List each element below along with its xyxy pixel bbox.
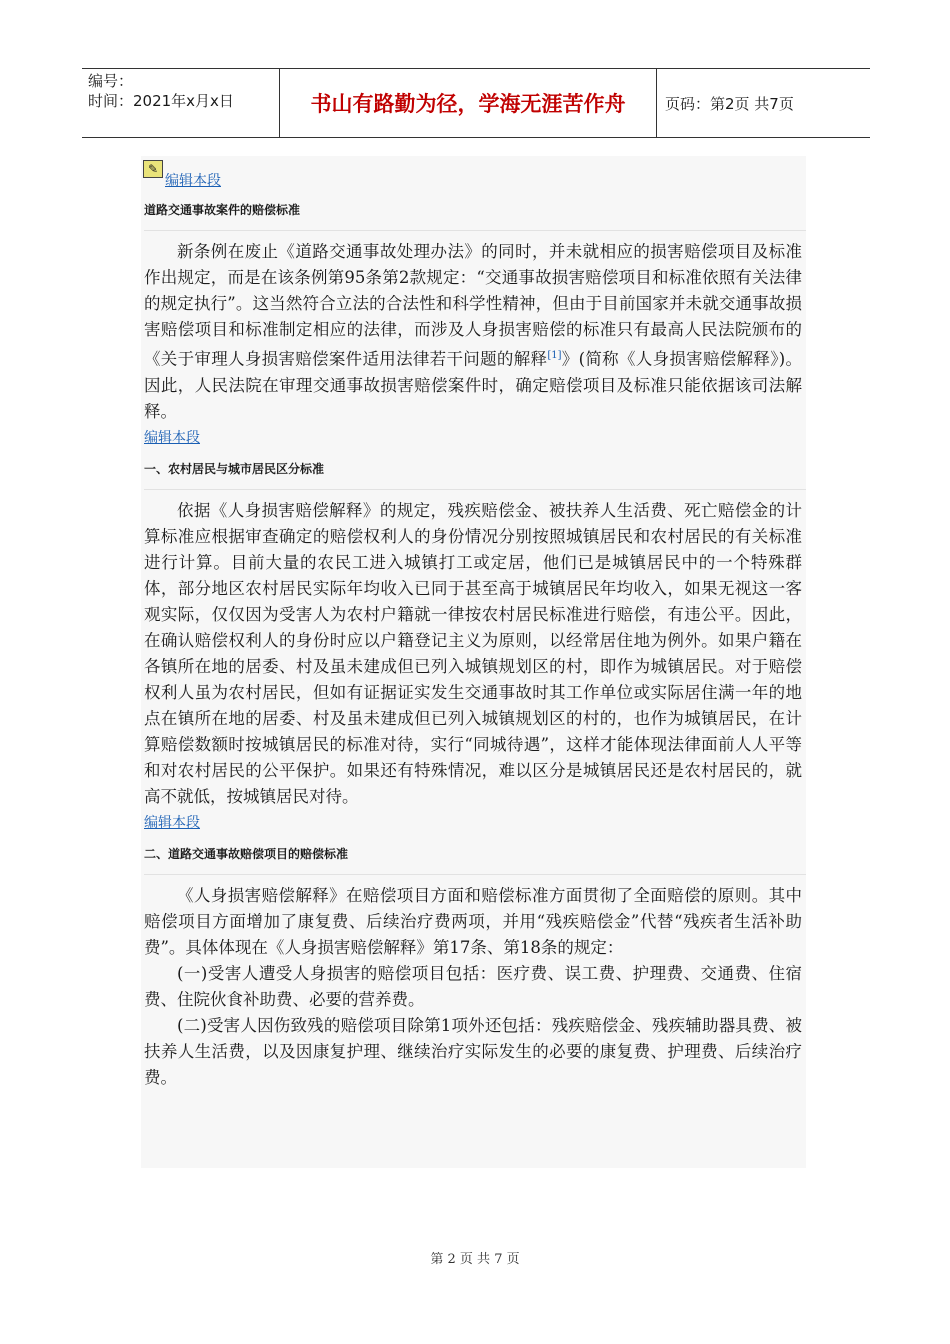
section-3-paragraph-2: (一)受害人遭受人身损害的赔偿项目包括：医疗费、误工费、护理费、交通费、住宿费、住院伙食补助费、必要的营养费。	[144, 963, 802, 1009]
section-1-paragraph	[141, 239, 806, 425]
header-motto: 书山有路勤为径，学海无涯苦作舟	[280, 69, 657, 137]
date-label: 时间：2021年x月x日	[88, 92, 234, 110]
section-1-text-a: 新条例在废止《道路交通事故处理办法》的同时，并未就相应的损害赔偿项目及标准作出规定，而是在该条例第95条第2款规定：“交通事故损害赔偿项目和标准依照有关法律的规定执行”。这当然符合立法的合法性和科学性精神，但由于目前国家并未就交通事故损害赔偿项目和标准制定相应的法律，而涉及人身损害赔偿的标准只有最高人民法院颁布的《关于审理人身损害赔偿案件适用法律若干问题的解释	[144, 242, 802, 369]
article-content	[141, 156, 806, 1168]
section-2-paragraph: 依据《人身损害赔偿解释》的规定，残疾赔偿金、被扶养人生活费、死亡赔偿金的计算标准应根据审查确定的赔偿权利人的身份情况分别按照城镇居民和农村居民的有关标准进行计算。目前大量的农民工进入城镇打工或定居，他们已是城镇居民中的一个特殊群体，部分地区农村居民实际年均收入已同于甚至高于城镇居民年均收入，如果无视这一客观实际，仅仅因为受害人为农村户籍就一律按农村居民标准进行赔偿，有违公平。因此，在确认赔偿权利人的身份时应以户籍登记主义为原则，以经常居住地为例外。如果户籍在各镇所在地的居委、村及虽未建成但已列入城镇规划区的村，即作为城镇居民。对于赔偿权利人虽为农村居民，但如有证据证实发生交通事故时其工作单位或实际居住满一年的地点在镇所在地的居委、村及虽未建成但已列入城镇规划区的村的，也作为城镇居民，在计算赔偿数额时按城镇居民的标准对待，实行“同城待遇”，这样才能体现法律面前人人平等和对农村居民的公平保护。如果还有特殊情况，难以区分是城镇居民还是农村居民的，就高不就低，按城镇居民对待。	[144, 500, 802, 806]
number-label: 编号：	[88, 72, 134, 90]
header-page-label: 页码：第2页 共7页	[665, 94, 794, 113]
section-heading-2: 一、农村居民与城市居民区分标准	[144, 449, 806, 490]
section-3-paragraph-1: 《人身损害赔偿解释》在赔偿项目方面和赔偿标准方面贯彻了全面赔偿的原则。其中赔偿项目方面增加了康复费、后续治疗费两项，并用“残疾赔偿金”代替“残疾者生活补助费”。具体体现在《人身损害赔偿解释》第17条、第18条的规定：	[144, 885, 802, 957]
reference-link[interactable]: [1]	[547, 350, 562, 361]
header-left-cell	[82, 69, 280, 137]
edit-section-link-1[interactable]: 编辑本段	[165, 173, 221, 189]
edit-section-link-2[interactable]: 编辑本段	[144, 429, 200, 446]
edit-row-1	[143, 160, 806, 190]
section-heading-1: 道路交通事故案件的赔偿标准	[144, 190, 806, 231]
section-heading-3: 二、道路交通事故赔偿项目的赔偿标准	[144, 834, 806, 875]
section-1-text-b: 》(简称《人身损害赔偿解释》)。因此，人民法院在审理交通事故损害赔偿案件时，确定赔偿项目及标准只能依据该司法解释。	[144, 349, 803, 421]
edit-section-link-3[interactable]: 编辑本段	[144, 814, 200, 831]
section-3-paragraph-3: (二)受害人因伤致残的赔偿项目除第1项外还包括：残疾赔偿金、残疾辅助器具费、被扶养人生活费，以及因康复护理、继续治疗实际发生的必要的康复费、护理费、后续治疗费。	[144, 1015, 802, 1087]
edit-icon[interactable]: ✎	[143, 160, 163, 178]
page-header	[82, 68, 870, 138]
page-footer: 第 2 页 共 7 页	[430, 1252, 520, 1267]
